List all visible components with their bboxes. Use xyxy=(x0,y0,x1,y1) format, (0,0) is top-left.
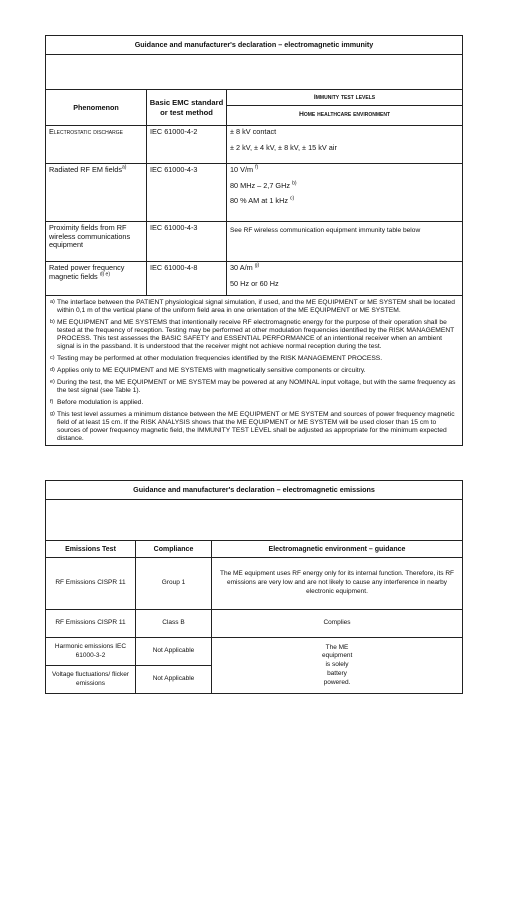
emissions-table-title: Guidance and manufacturer's declaration – electromagnetic emissions xyxy=(46,481,463,500)
header-emissions-test: Emissions Test xyxy=(46,541,136,558)
compliance-cell: Group 1 xyxy=(136,558,212,610)
level-value: 50 Hz or 60 Hz xyxy=(230,278,279,288)
level-value: ± 2 kV, ± 4 kV, ± 8 kV, ± 15 kV air xyxy=(230,142,337,152)
table-row xyxy=(46,222,463,262)
level-value: ± 8 kV contact xyxy=(230,127,277,136)
level-value: 80 % AM at 1 kHz $^{c)}$ xyxy=(230,195,295,206)
emissions-test-cell: RF Emissions CISPR 11 xyxy=(46,610,136,638)
levels-cell xyxy=(227,262,463,296)
header-guidance: Electromagnetic environment – guidance xyxy=(212,541,463,558)
standard-cell: IEC 61000-4-8 xyxy=(147,262,227,296)
table-row xyxy=(46,638,463,666)
immunity-table xyxy=(45,35,463,446)
standard-cell: IEC 61000-4-3 xyxy=(147,164,227,222)
footnote: a) The interface between the PATIENT physiological signal simulation, if used, and the ME EQUIPMENT or ME SYSTEM shall be located within 0,1 m of the vertical plane of the uniform field area in one orientation of the ME EQUIPMENT or ME SYSTEM. xyxy=(50,299,455,315)
standard-cell: IEC 61000-4-3 xyxy=(147,222,227,262)
emissions-test-cell: Voltage fluctuations/ flicker emissions xyxy=(46,666,136,694)
levels-cell xyxy=(227,126,463,164)
levels-cell: See RF wireless communication equipment immunity table below xyxy=(227,222,463,262)
levels-cell xyxy=(227,164,463,222)
table-row xyxy=(46,164,463,222)
footnote: b) ME EQUIPMENT and ME SYSTEMS that intentionally receive RF electromagnetic energy for the purpose of their operation shall be tested at the frequency of reception. Testing may be performed at other modulation frequencies identified by the RISK MANAGEMENT PROCESS. This test assesses the BASIC SAFETY and ESSENTIAL PERFORMANCE of an intentional receiver when an ambient signal is in the passband. It is understood that the receiver might not achieve normal reception during the test. xyxy=(50,319,455,351)
level-value: 80 MHz – 2,7 GHz $^{b)}$ xyxy=(230,180,297,190)
phenomenon-cell: Proximity fields from RF wireless communications equipment xyxy=(46,222,147,262)
compliance-cell: Class B xyxy=(136,610,212,638)
standard-cell: IEC 61000-4-2 xyxy=(147,126,227,164)
header-test-levels: Immunity test levels xyxy=(227,90,463,106)
table-row xyxy=(46,610,463,638)
footnotes xyxy=(46,296,463,446)
emissions-blank-row xyxy=(46,500,463,541)
table-row xyxy=(46,126,463,164)
footnote: f) Before modulation is applied. xyxy=(50,399,144,407)
compliance-cell: Not Applicable xyxy=(136,666,212,694)
header-standard: Basic EMC standard or test method xyxy=(147,90,227,126)
emissions-test-cell: Harmonic emissions IEC 61000-3-2 xyxy=(46,638,136,666)
header-compliance: Compliance xyxy=(136,541,212,558)
header-phenomenon: Phenomenon xyxy=(46,90,147,126)
level-value: 30 A/m $^{g)}$ xyxy=(230,262,260,272)
emissions-table xyxy=(45,480,463,694)
level-value: 10 V/m $^{f)}$ xyxy=(230,164,259,174)
emissions-test-cell: RF Emissions CISPR 11 xyxy=(46,558,136,610)
guidance-cell: Complies xyxy=(212,610,463,638)
table-row xyxy=(46,262,463,296)
footnote: e) During the test, the ME EQUIPMENT or ME SYSTEM may be powered at any NOMINAL input voltage, but with the same frequency as the test signal (see Table 1). xyxy=(50,379,456,395)
guidance-cell: The ME equipment uses RF energy only for its internal function. Therefore, its RF emissions are very low and are not likely to cause any interference in nearby electronic equipment. xyxy=(212,558,463,610)
immunity-table-title: Guidance and manufacturer's declaration – electromagnetic immunity xyxy=(46,36,463,55)
footnote: g) This test level assumes a minimum distance between the ME EQUIPMENT or ME SYSTEM and sources of power frequency magnetic field of at least 15 cm. If the RISK ANALYSIS shows that the ME EQUIPMENT or ME SYSTEM will be used closer than 15 cm to sources of power frequency magnetic field, the IMMUNITY TEST LEVEL shall be adjusted as appropriate for the minimum expected distance. xyxy=(50,411,455,443)
table-row xyxy=(46,558,463,610)
guidance-cell: The ME equipment is solely battery powered. xyxy=(212,638,463,694)
compliance-cell: Not Applicable xyxy=(136,638,212,666)
phenomenon-cell: Electrostatic discharge xyxy=(46,126,147,164)
header-home-healthcare: Home healthcare environment xyxy=(227,106,463,126)
phenomenon-cell: Radiated RF EM fields$^{a)}$ xyxy=(46,164,147,222)
immunity-blank-row xyxy=(46,55,463,90)
phenomenon-cell: Rated power frequency magnetic fields $^{d) e)}$ xyxy=(46,262,147,296)
footnote: c) Testing may be performed at other modulation frequencies identified by the RISK MANAGEMENT PROCESS. xyxy=(50,355,383,363)
footnote: d) Applies only to ME EQUIPMENT and ME SYSTEMS with magnetically sensitive components or circuitry. xyxy=(50,367,366,375)
